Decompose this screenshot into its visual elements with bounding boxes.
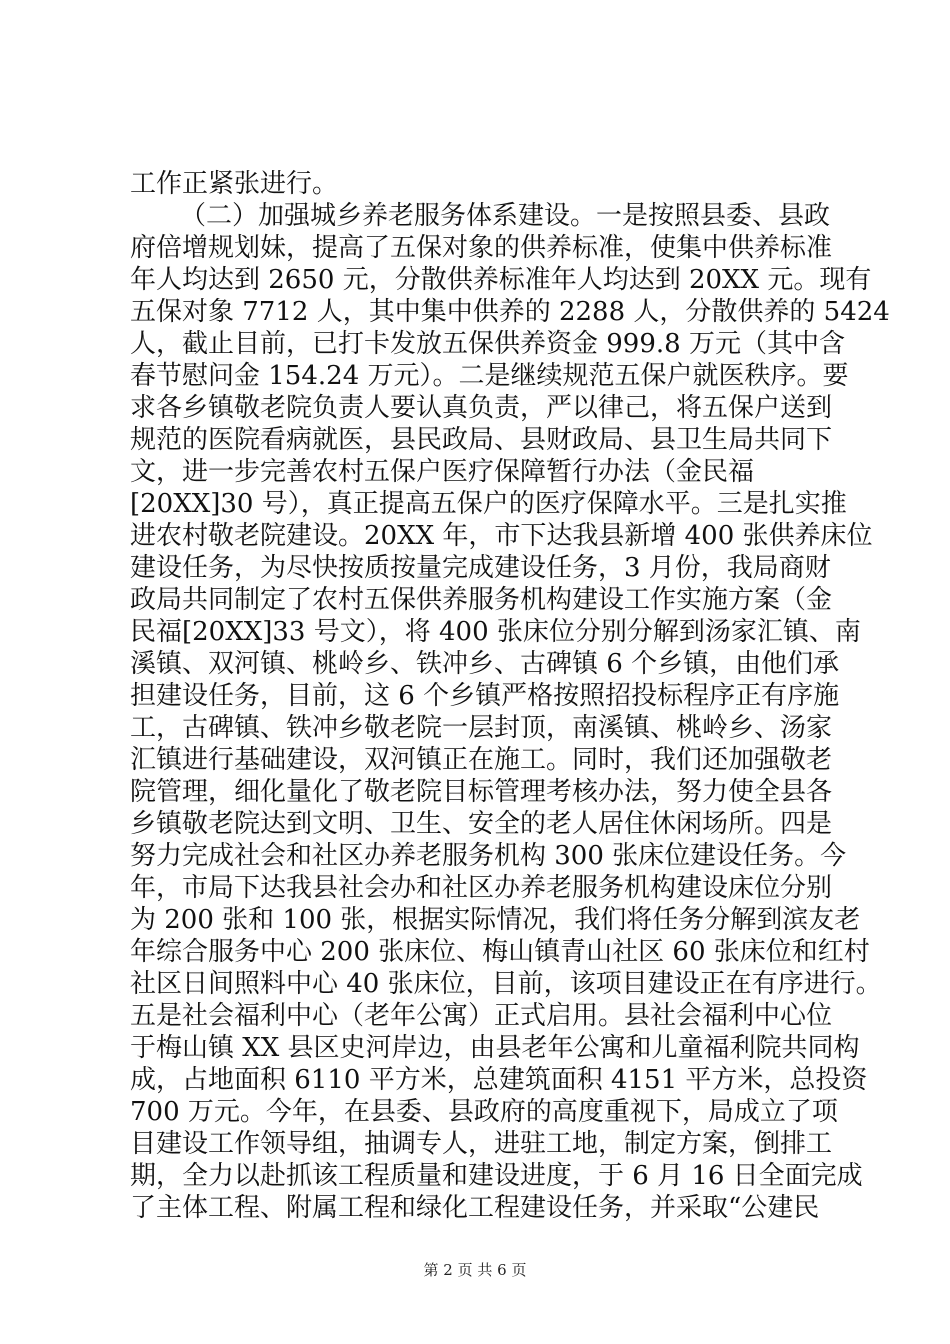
text-line: 乡镇敬老院达到文明、卫生、安全的老人居住休闲场所。四是 (130, 809, 833, 839)
text-line: 期，全力以赴抓该工程质量和建设进度，于 6 月 16 日全面完成 (130, 1161, 863, 1191)
text-line: 春节慰问金 154.24 万元）。二是继续规范五保户就医秩序。要 (130, 361, 849, 391)
text-line: [20XX]30 号），真正提高五保户的医疗保障水平。三是扎实推 (130, 489, 847, 519)
text-line: 民福[20XX]33 号文），将 400 张床位分别分解到汤家汇镇、南 (130, 617, 861, 647)
text-line: 五保对象 7712 人，其中集中供养的 2288 人，分散供养的 5424 (130, 297, 890, 327)
text-line: 溪镇、双河镇、桃岭乡、铁冲乡、古碑镇 6 个乡镇，由他们承 (130, 649, 840, 679)
text-line: 于梅山镇 XX 县区史河岸边，由县老年公寓和儿童福利院共同构 (130, 1033, 860, 1063)
text-line: 工，古碑镇、铁冲乡敬老院一层封顶，南溪镇、桃岭乡、汤家 (130, 713, 833, 743)
text-line: 规范的医院看病就医，县民政局、县财政局、县卫生局共同下 (130, 425, 833, 455)
text-line: 700 万元。今年，在县委、县政府的高度重视下，局成立了项 (130, 1097, 838, 1127)
text-line: 为 200 张和 100 张，根据实际情况，我们将任务分解到滨友老 (130, 905, 861, 935)
text-line: 求各乡镇敬老院负责人要认真负责，严以律己，将五保户送到 (130, 393, 833, 423)
text-line: 五是社会福利中心（老年公寓）正式启用。县社会福利中心位 (130, 1001, 833, 1031)
text-line: 年综合服务中心 200 张床位、梅山镇青山社区 60 张床位和红村 (130, 937, 870, 967)
document-body (130, 168, 890, 1224)
text-line: 担建设任务，目前，这 6 个乡镇严格按照招投标程序正有序施 (130, 681, 840, 711)
text-line: 成，占地面积 6110 平方米，总建筑面积 4151 平方米，总投资 (130, 1065, 868, 1095)
text-line: 汇镇进行基础建设，双河镇正在施工。同时，我们还加强敬老 (130, 745, 833, 775)
text-line: 年人均达到 2650 元，分散供养标准年人均达到 20XX 元。现有 (130, 265, 872, 295)
text-line: 进农村敬老院建设。20XX 年，市下达我县新增 400 张供养床位 (130, 521, 873, 551)
text-line: 了主体工程、附属工程和绿化工程建设任务，并采取“公建民 (130, 1193, 820, 1223)
text-line: 工作正紧张进行。 (130, 169, 339, 199)
text-line: 社区日间照料中心 40 张床位，目前，该项目建设正在有序进行。 (130, 969, 882, 999)
text-line: 年，市局下达我县社会办和社区办养老服务机构建设床位分别 (130, 873, 833, 903)
text-line: 府倍增规划妹，提高了五保对象的供养标准，使集中供养标准 (130, 233, 833, 263)
text-line: 建设任务，为尽快按质按量完成建设任务，3 月份，我局商财 (130, 553, 831, 583)
page-number-footer: 第 2 页 共 6 页 (423, 1261, 527, 1279)
text-line: 努力完成社会和社区办养老服务机构 300 张床位建设任务。今 (130, 841, 847, 871)
text-line: 政局共同制定了农村五保供养服务机构建设工作实施方案（金 (130, 585, 833, 615)
text-line: 人，截止目前，已打卡发放五保供养资金 999.8 万元（其中含 (130, 329, 845, 359)
section-heading-line: （二）加强城乡养老服务体系建设。一是按照县委、县政 (180, 201, 831, 231)
text-line: 院管理，细化量化了敬老院目标管理考核办法，努力使全县各 (130, 777, 833, 807)
text-line: 目建设工作领导组，抽调专人，进驻工地，制定方案，倒排工 (130, 1129, 833, 1159)
text-line: 文，进一步完善农村五保户医疗保障暂行办法（金民福 (130, 457, 755, 487)
